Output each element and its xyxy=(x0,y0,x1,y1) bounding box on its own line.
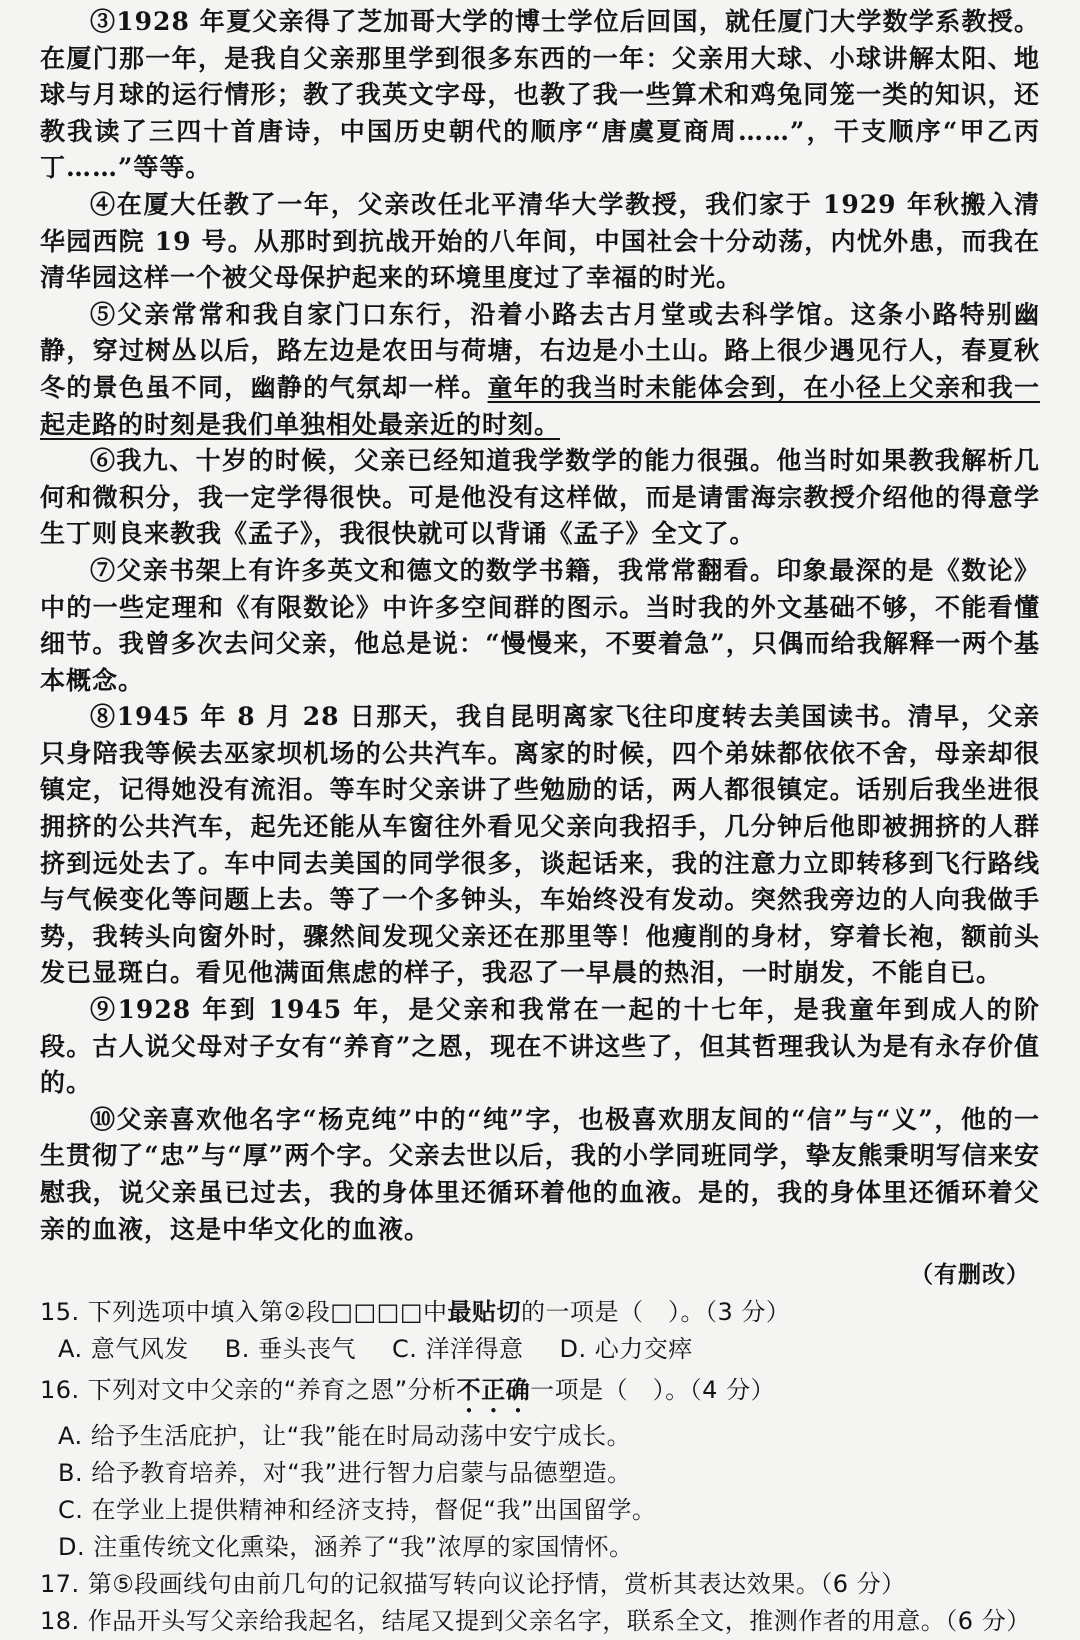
question-15-stem-start: 15. 下列选项中填入第②段□□□□中 xyxy=(40,1298,448,1327)
reading-passage xyxy=(40,4,1040,1292)
option-a: A. 意气风发 xyxy=(58,1335,189,1364)
paragraph-5-underlined-sentence: 童年的我当时未能体会到，在小径上父亲和我一起走路的时刻是我们单独相处最亲近的时刻。 xyxy=(40,372,1040,439)
option-b: B. 给予教育培养，对“我”进行智力启蒙与品德塑造。 xyxy=(58,1459,632,1488)
option-d: D. 注重传统文化熏染，涵养了“我”浓厚的家国情怀。 xyxy=(58,1533,634,1562)
question-15-stem xyxy=(40,1294,1040,1331)
paragraph-5 xyxy=(40,297,1040,443)
question-15-options xyxy=(40,1331,1040,1368)
paragraph-3: ③1928 年夏父亲得了芝加哥大学的博士学位后回国，就任厦门大学数学系教授。在厦门那一年，是我自父亲那里学到很多东西的一年：父亲用大球、小球讲解太阳、地球与月球的运行情形；教了我英文字母，也教了我一些算术和鸡兔同笼一类的知识，还教我读了三四十首唐诗，中国历史朝代的顺序“唐虞夏商周……”，干支顺序“甲乙丙丁……”等等。 xyxy=(40,7,1040,183)
question-16-emphasis: 不正确 xyxy=(456,1376,531,1405)
option-c: C. 在学业上提供精神和经济支持，督促“我”出国留学。 xyxy=(58,1496,657,1525)
option-c: C. 洋洋得意 xyxy=(392,1335,524,1364)
paragraph-9: ⑨1928 年到 1945 年，是父亲和我常在一起的十七年，是我童年到成人的阶段。古人说父母对子女有“养育”之恩，现在不讲这些了，但其哲理我认为是有永存价值的。 xyxy=(40,995,1040,1098)
source-note: （有删改） xyxy=(910,1261,1030,1289)
option-d: D. 心力交瘁 xyxy=(559,1335,693,1364)
paragraph-8: ⑧1945 年 8 月 28 日那天，我自昆明离家飞往印度转去美国读书。清早，父亲只身陪我等候去巫家坝机场的公共汽车。离家的时候，四个弟妹都依依不舍，母亲却很镇定，记得她没有流泪。等车时父亲讲了些勉励的话，两人都很镇定。话别后我坐进很拥挤的公共汽车，起先还能从车窗往外看见父亲向我招手，几分钟后他即被拥挤的人群挤到远处去了。车中同去美国的同学很多，谈起话来，我的注意力立即转移到飞行路线与气候变化等问题上去。等了一个多钟头，车始终没有发动。突然我旁边的人向我做手势，我转头向窗外时，骤然间发现父亲还在那里等！他瘦削的身材，穿着长袍，额前头发已显斑白。看见他满面焦虑的样子，我忍了一早晨的热泪，一时崩发，不能自已。 xyxy=(40,702,1040,988)
question-section xyxy=(40,1294,1040,1640)
paragraph-10: ⑩父亲喜欢他名字“杨克纯”中的“纯”字，也极喜欢朋友间的“信”与“义”，他的一生贯彻了“忠”与“厚”两个字。父亲去世以后，我的小学同班同学，挚友熊秉明写信来安慰我，说父亲虽已过去，我的身体里还循环着他的血液。是的，我的身体里还循环着父亲的血液，这是中华文化的血液。 xyxy=(40,1104,1040,1244)
paragraph-6: ⑥我九、十岁的时候，父亲已经知道我学数学的能力很强。他当时如果教我解析几何和微积分，我一定学得很快。可是他没有这样做，而是请雷海宗教授介绍他的得意学生丁则良来教我《孟子》，我很快就可以背诵《孟子》全文了。 xyxy=(40,446,1040,549)
question-17: 17. 第⑤段画线句由前几句的记叙描写转向议论抒情，赏析其表达效果。（6 分） xyxy=(40,1570,906,1599)
question-16-stem xyxy=(40,1372,1040,1418)
question-16 xyxy=(40,1372,1040,1566)
option-a: A. 给予生活庇护，让“我”能在时局动荡中安宁成长。 xyxy=(58,1422,632,1451)
paragraph-7: ⑦父亲书架上有许多英文和德文的数学书籍，我常常翻看。印象最深的是《数论》中的一些定理和《有限数论》中许多空间群的图示。当时我的外文基础不够，不能看懂细节。我曾多次去问父亲，他总是说：“慢慢来，不要着急”，只偶而给我解释一两个基本概念。 xyxy=(40,555,1040,695)
question-16-stem-start: 16. 下列对文中父亲的“养育之恩”分析 xyxy=(40,1376,457,1405)
question-15-stem-end: 的一项是（ ）。（3 分） xyxy=(521,1298,791,1327)
question-16-stem-end: 一项是（ ）。（4 分） xyxy=(530,1376,776,1405)
question-15 xyxy=(40,1294,1040,1368)
paragraph-5-plain-text: ⑤父亲常常和我自家门口东行，沿着小路去古月堂或去科学馆。这条小路特别幽静，穿过树丛以后，路左边是农田与荷塘，右边是小土山。路上很少遇见行人，春夏秋冬的景色虽不同，幽静的气氛却一样。 xyxy=(40,299,1040,402)
paragraph-4: ④在厦大任教了一年，父亲改任北平清华大学教授，我们家于 1929 年秋搬入清华园西院 19 号。从那时到抗战开始的八年间，中国社会十分动荡，内忧外患，而我在清华园这样一个被父母保护起来的环境里度过了幸福的时光。 xyxy=(40,189,1040,293)
option-b: B. 垂头丧气 xyxy=(224,1335,356,1364)
question-18: 18. 作品开头写父亲给我起名，结尾又提到父亲名字，联系全文，推测作者的用意。（6 分） xyxy=(40,1607,1031,1636)
question-15-emphasis: 最贴切 xyxy=(447,1298,522,1327)
